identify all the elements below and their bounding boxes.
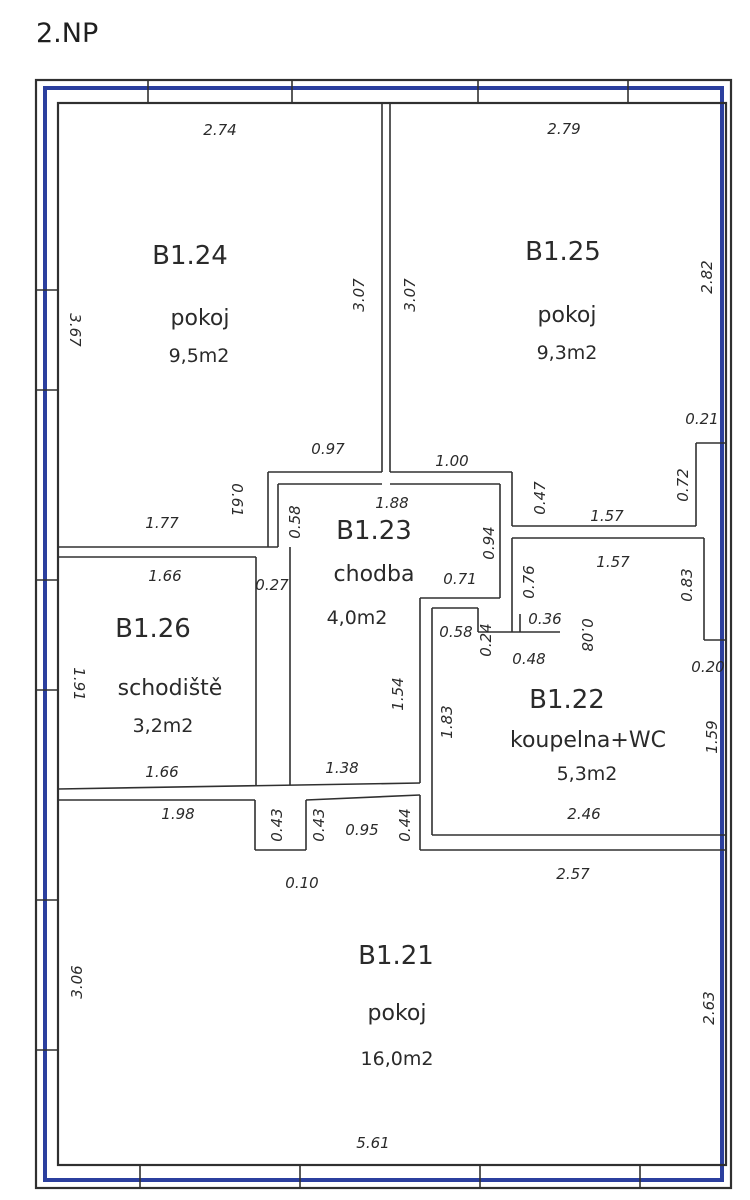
dimension-label: 0.43 xyxy=(268,808,286,842)
dimension-label: 1.57 xyxy=(596,553,630,571)
room-use-b1-25: pokoj xyxy=(537,303,597,328)
dimension-label: 1.83 xyxy=(438,705,456,739)
dimension-label: 0.58 xyxy=(439,623,473,641)
dimension-label: 2.63 xyxy=(700,991,718,1025)
room-area-b1-21: 16,0m2 xyxy=(360,1048,434,1070)
dimension-label: 0.58 xyxy=(286,505,304,539)
dimension-label: 0.95 xyxy=(345,821,379,839)
room-code-b1-23: B1.23 xyxy=(336,516,412,546)
dimension-label: 0.71 xyxy=(443,570,477,588)
dimension-label: 2.79 xyxy=(547,120,581,138)
dimension-label: 1.00 xyxy=(435,452,469,470)
dimension-label: 0.36 xyxy=(528,610,562,628)
dimension-label: 0.61 xyxy=(228,483,246,517)
dimension-label: 0.27 xyxy=(255,576,289,594)
room-code-b1-25: B1.25 xyxy=(525,237,601,267)
room-use-b1-21: pokoj xyxy=(367,1001,427,1026)
floor-label: 2.NP xyxy=(36,18,99,49)
dimension-label: 0.08 xyxy=(578,618,596,652)
room-code-b1-22: B1.22 xyxy=(529,685,605,715)
dimension-label: 0.72 xyxy=(674,468,692,502)
dimension-label: 1.77 xyxy=(145,514,179,532)
dimension-label: 1.98 xyxy=(161,805,195,823)
room-use-b1-22: koupelna+WC xyxy=(510,728,666,753)
dimension-label: 3.07 xyxy=(401,278,419,312)
room-use-b1-26: schodiště xyxy=(117,676,223,701)
dimension-label: 3.67 xyxy=(66,313,84,347)
room-area-b1-25: 9,3m2 xyxy=(536,342,598,364)
dimension-label: 0.24 xyxy=(477,623,495,657)
room-area-b1-24: 9,5m2 xyxy=(168,345,230,367)
dimension-label: 0.10 xyxy=(285,874,319,892)
dimension-label: 1.38 xyxy=(325,759,359,777)
dimension-label: 1.57 xyxy=(590,507,624,525)
dimension-label: 0.20 xyxy=(691,658,725,676)
room-use-b1-24: pokoj xyxy=(170,306,230,331)
room-area-b1-26: 3,2m2 xyxy=(132,715,194,737)
dimension-label: 1.88 xyxy=(375,494,409,512)
dimension-label: 0.44 xyxy=(396,808,414,842)
room-area-b1-22: 5,3m2 xyxy=(556,763,618,785)
room-code-b1-24: B1.24 xyxy=(152,241,228,271)
dimension-label: 0.76 xyxy=(520,565,538,599)
room-use-b1-23: chodba xyxy=(333,562,415,587)
dimension-label: 2.46 xyxy=(567,805,601,823)
dimension-label: 2.57 xyxy=(556,865,590,883)
dimension-label: 5.61 xyxy=(356,1134,390,1152)
dimension-label: 0.83 xyxy=(678,568,696,602)
dimension-label: 0.21 xyxy=(685,410,719,428)
dimension-label: 0.47 xyxy=(531,481,549,515)
dimension-label: 1.59 xyxy=(703,720,721,754)
dimension-label: 0.94 xyxy=(480,526,498,560)
dimension-label: 3.06 xyxy=(68,965,86,999)
room-code-b1-26: B1.26 xyxy=(115,614,191,644)
dimension-label: 1.66 xyxy=(145,763,179,781)
room-area-b1-23: 4,0m2 xyxy=(326,607,388,629)
dimension-label: 2.74 xyxy=(203,121,237,139)
dimension-label: 2.82 xyxy=(698,260,716,294)
dimension-label: 0.48 xyxy=(512,650,546,668)
dimension-label: 1.54 xyxy=(389,677,407,711)
dimension-label: 1.91 xyxy=(70,667,88,701)
dimension-label: 0.43 xyxy=(310,808,328,842)
dimension-label: 1.66 xyxy=(148,567,182,585)
room-code-b1-21: B1.21 xyxy=(358,941,434,971)
dimension-label: 3.07 xyxy=(350,278,368,312)
dimension-label: 0.97 xyxy=(311,440,345,458)
